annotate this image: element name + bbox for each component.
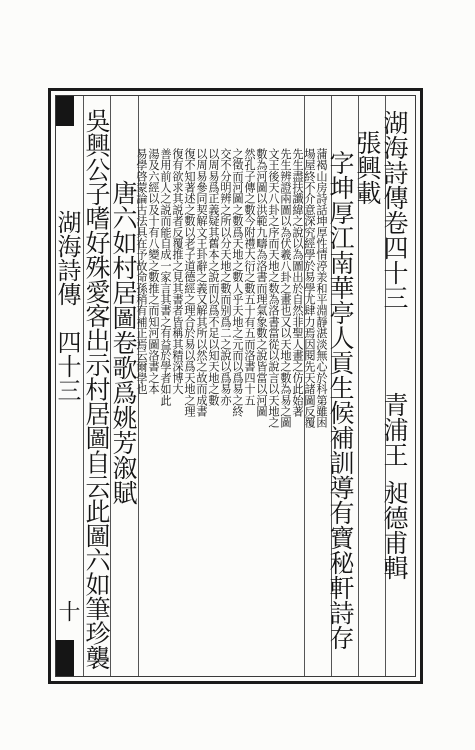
commentary-line: 場屋終不介意深究經學於易學尤肆力焉因閱先天諸圖反覆 xyxy=(303,148,316,428)
poem-line: 吳興公子嗜好殊愛客出示村居圖自云此圖六如筆珍襲 xyxy=(82,108,111,670)
commentary-line: 易學啓蒙論古法具在予故命孫稍有補正焉云爾學也 xyxy=(135,148,148,395)
commentary-line: 先生盡扶讖緯之說以為圖出於自然非聖人畫之仿此始著 xyxy=(291,148,304,417)
poet-name: 張興載 xyxy=(353,130,382,205)
folio-number: 十 xyxy=(55,600,80,622)
commentary-line: 先生辨證兩圖以為伏羲八卦之畫也又以天地之數為易之圖 xyxy=(279,148,292,428)
center-volume: 四十三 xyxy=(53,330,81,402)
poet-bio: 字坤厚江南華亭人貢生候補訓導有寶秘軒詩存 xyxy=(326,150,355,650)
editor-name: 昶德甫輯 xyxy=(380,480,409,580)
commentary-line: 以周易參同契解文王卦辭之義又解其所以然之故而成書 xyxy=(195,148,208,417)
commentary-line: 湯及六經以及十有八變之數推之而知河圖洛書之本 xyxy=(147,148,160,395)
commentary-line: 之徵而河圖之數爲天地之數人乎天地之元而以爲易之終 xyxy=(231,148,244,417)
commentary-line: 蒲褐山房詩話坤厚性情渟𣴎和平淵靜湛淡無心於科第雖困 xyxy=(315,148,328,428)
commentary-line: 文王後天八卦之序而天地之数為洛書當從以說言以天地之 xyxy=(267,148,280,428)
fish-tail-mark-bottom xyxy=(56,640,74,676)
commentary-line: 以周易爲正義疑其舊本之說而以爲不足以知天地之數 xyxy=(207,148,220,406)
commentary-line: 交不分明辨之所以分天地之數而别爲二之說以爲易亦 xyxy=(219,148,232,406)
commentary-line: 復有欲求其説者反覆推之見其書者皆稱其精深博大 xyxy=(171,148,184,395)
poem-title: 唐六如村居圖卷歌爲姚芳溆賦 xyxy=(109,180,138,505)
commentary-block xyxy=(135,148,327,588)
fish-tail-mark-top xyxy=(56,96,74,126)
center-title: 湖海詩傳 xyxy=(53,210,81,306)
editor-place: 青浦王 xyxy=(380,392,409,467)
commentary-line: 復不知著述之數以老子道德經之理合於易以爲天地之理 xyxy=(183,148,196,417)
commentary-line: 然孔子傳之數今附禮大衍之數五十有五而洛書四十五 xyxy=(243,148,256,406)
commentary-line: 數為河圖以洪範九疇為洛書而理氣象數之說皆當以河圖 xyxy=(255,148,268,417)
commentary-line: 善用前人之説而能自成一家言其書之有益於學者如此 xyxy=(159,148,172,406)
chapter-title: 湖海詩傳卷四十三 xyxy=(380,110,409,310)
